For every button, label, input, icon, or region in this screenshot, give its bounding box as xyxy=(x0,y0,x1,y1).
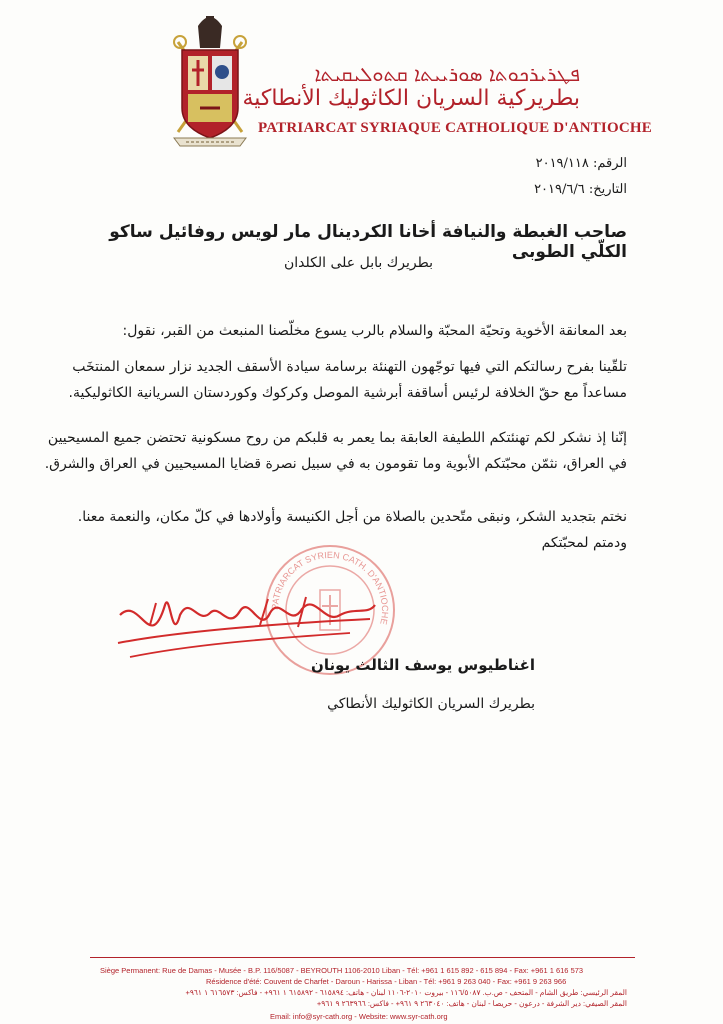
reference-number: الرقم: ٢٠١٩/١١٨ xyxy=(535,156,627,171)
footer-arabic-address-line: المقر الرئيسي: طريق الشام - المتحف - ص.ب. ١١٦/٥٠٨٧ - بيروت ٢٠١٠-١١٠٦ لبنان - هاتف: ٦١٥٨٩٤ - ٦١٥٨٩٢ ١ ٩٦١+ - فاكس: ٦١٦٥٧٣ ١ ٩٦١+ xyxy=(185,988,627,997)
footer-summer-residence-line: Résidence d'été: Couvent de Charfet - Daroun - Harissa - Liban - Tél: +961 9 263 040 - Fax: +961 9 263 966 xyxy=(206,977,567,986)
french-title: PATRIARCAT SYRIAQUE CATHOLIQUE D'ANTIOCHE xyxy=(258,120,652,136)
syriac-title: ܦܛܪܝܪܟܘܬܐ ܣܘܪܝܝܬܐ ܩܬܘܠܝܩܝܬܐ xyxy=(314,62,580,86)
paragraph-closing: نختم بتجديد الشكر، ونبقى متّحدين بالصلاة من أجل الكنيسة وأولادها في كلّ مكان، والنعمة معنا. xyxy=(77,509,627,525)
addressee-title: صاحب الغبطة والنيافة أخانا الكردينال مار لويس روفائيل ساكو الكلّي الطوبى xyxy=(109,222,627,262)
addressee-subtitle: بطريرك بابل على الكلدان xyxy=(284,255,433,271)
signer-name: اغناطيوس يوسف الثالث يونان xyxy=(311,656,535,674)
patriarchal-crest-icon xyxy=(170,12,250,150)
reference-date: التاريخ: ٢٠١٩/٦/٦ xyxy=(534,182,627,197)
svg-text:PATRIARCAT SYRIEN CATH. D'ANTI: PATRIARCAT SYRIEN CATH. D'ANTIOCHE xyxy=(269,549,391,626)
signer-title: بطريرك السريان الكاثوليك الأنطاكي xyxy=(327,696,535,712)
closing-line: ودمتم لمحبّتكم xyxy=(541,535,627,551)
footer-address-line: Siège Permanent: Rue de Damas - Musée - B.P. 116/5087 - BEYROUTH 1106-2010 Liban - Tél: +961 1 615 892 - 615 894 - Fax: +961 1 616 573 xyxy=(100,966,584,975)
arabic-title: بطريركية السريان الكاثوليك الأنطاكية xyxy=(242,86,580,111)
paragraph-congratulations: تلقّينا بفرح رسالتكم التي فيها توجّهون التهنئة برسامة سيادة الأسقف الجديد نزار سمعان المنتخَب مساعداً مع حقّ الخلافة لرئيس أساقفة أبرشية الموصل وكركوك وكوردستان السريانية الكاثوليكية. xyxy=(68,359,627,401)
footer-divider xyxy=(90,957,635,958)
greeting: بعد المعانقة الأخوية وتحيّة المحبّة والسلام بالرب يسوع مخلّصنا المنبعث من القبر، نقول: xyxy=(122,323,627,339)
footer-arabic-summer-line: المقر الصيفي: دير الشرفة - درعون - حريصا - لبنان - هاتف: ٢٦٣٠٤٠ ٩ ٩٦١+ - فاكس: ٢٦٣٩٦٦ ٩ ٩٦١+ xyxy=(316,999,627,1008)
footer-contact-line: Email: info@syr-cath.org - Website: www.syr-cath.org xyxy=(270,1012,448,1021)
paragraph-thanks: إنّنا إذ نشكر لكم تهنئتكم اللطيفة العابقة بما يعمر به قلبكم من روح مسكونية تحتضن جميع المسيحيين في العراق، نثمّن محبّتكم الأبوية وما تقومون به في سبيل نصرة قضايا المسيحيين في العراق والشرق. xyxy=(44,430,627,472)
